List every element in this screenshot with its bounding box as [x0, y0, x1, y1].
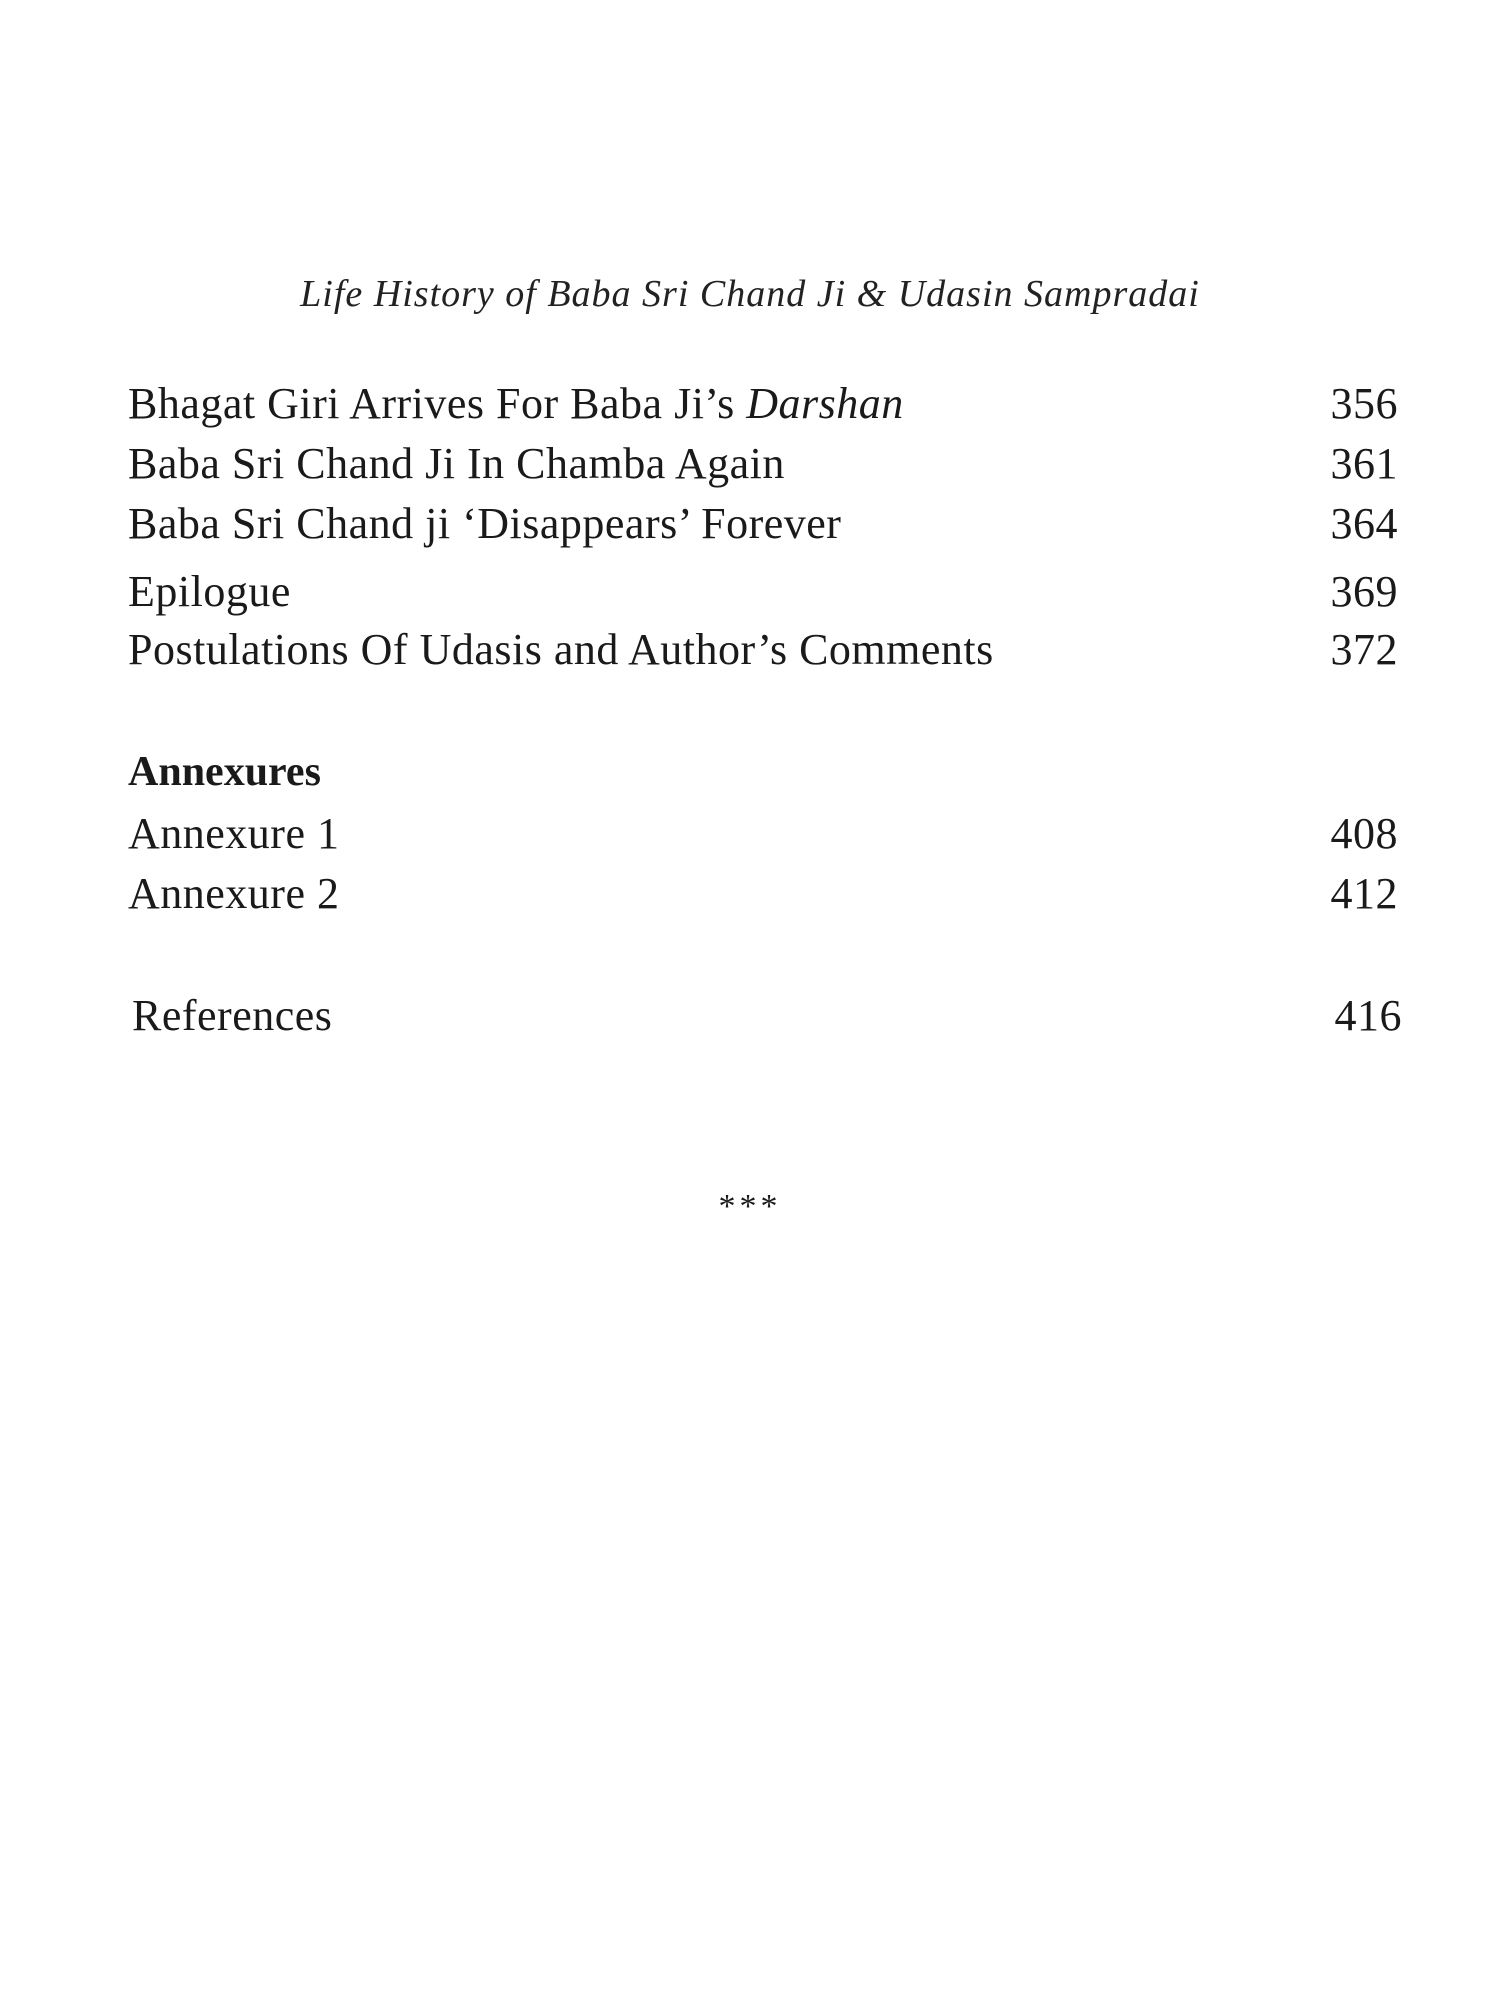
- annexures-heading: Annexures: [128, 749, 321, 795]
- toc-entry-page: 369: [1330, 567, 1398, 616]
- toc-entry-page: 364: [1330, 499, 1398, 548]
- annexure-entry: [128, 808, 1398, 859]
- references-title: References: [132, 991, 333, 1040]
- running-header: Life History of Baba Sri Chand Ji & Udasin Sampradai: [300, 273, 1200, 315]
- section-separator: ***: [718, 1188, 782, 1225]
- toc-entry-page: 361: [1330, 439, 1398, 488]
- toc-entry: [128, 438, 1398, 489]
- toc-entry: [128, 566, 1398, 617]
- toc-entry-title: Baba Sri Chand ji ‘Disappears’ Forever: [128, 499, 842, 548]
- toc-entry-title: Bhagat Giri Arrives For Baba Ji’s Darshan: [128, 379, 904, 428]
- annexure-page: 408: [1330, 809, 1398, 858]
- toc-entry-title: Epilogue: [128, 567, 291, 616]
- toc-entry: [128, 378, 1398, 429]
- toc-entry-title-italic: Darshan: [746, 379, 904, 428]
- toc-entry-title: Baba Sri Chand Ji In Chamba Again: [128, 439, 785, 488]
- toc-entry-page: 356: [1330, 379, 1398, 428]
- references-page: 416: [1334, 991, 1402, 1040]
- references-entry: [132, 990, 1402, 1041]
- annexure-page: 412: [1330, 869, 1398, 918]
- toc-entry: [128, 624, 1398, 675]
- toc-entry-title: Postulations Of Udasis and Author’s Comments: [128, 625, 994, 674]
- toc-entry: [128, 498, 1398, 549]
- annexure-title: Annexure 1: [128, 809, 340, 858]
- annexure-title: Annexure 2: [128, 869, 340, 918]
- toc-entry-page: 372: [1330, 625, 1398, 674]
- annexure-entry: [128, 868, 1398, 919]
